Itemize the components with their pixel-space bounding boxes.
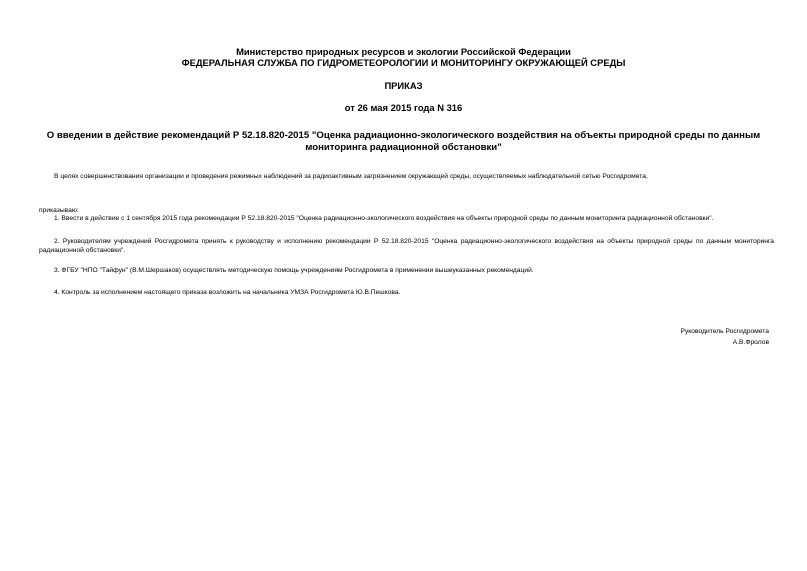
order-word: приказываю: [39, 207, 79, 214]
ministry-name: Министерство природных ресурсов и экологии Российской Федерации [236, 46, 571, 57]
document-subject: О введении в действие рекомендаций Р 52.18.820-2015 "Оценка радиационно-экологического воздействия на объекты природной среды по данным мониторинга радиационной обстановки" [46, 130, 761, 153]
order-item-1: 1. Ввести в действие с 1 сентября 2015 года рекомендации Р 52.18.820-2015 "Оценка радиационно-экологического воздействия на объекты природной среды по данным мониторинга радиационной обстановки". [54, 215, 714, 222]
service-name: ФЕДЕРАЛЬНАЯ СЛУЖБА ПО ГИДРОМЕТЕОРОЛОГИИ И МОНИТОРИНГУ ОКРУЖАЮЩЕЙ СРЕДЫ [181, 57, 626, 68]
document-type: ПРИКАЗ [384, 80, 423, 91]
signatory-name: А.В.Фролов [732, 339, 769, 346]
document-date-number: от 26 мая 2015 года N 316 [344, 102, 463, 113]
intro-paragraph: В целях совершенствования организации и проведения режимных наблюдений за радиоактивным загрязнением окружающей среды, осуществляемых наблюдательной сетью Росгидромета, [54, 173, 648, 180]
signatory-position: Руководитель Росгидромета [680, 328, 769, 335]
order-item-3: 3. ФГБУ "НПО "Тайфун" (В.М.Шершаков) осуществлять методическую помощь учреждениям Росгидромета в применении вышеуказанных рекомендаций. [54, 267, 534, 274]
order-item-4: 4. Контроль за исполнением настоящего приказа возложить на начальника УМЗА Росгидромета Ю.В.Пешкова. [54, 289, 401, 296]
order-item-2: 2. Руководителям учреждений Росгидромета принять к руководству и исполнению рекомендации Р 52.18.820-2015 "Оценка радиационно-экологического воздействия на объекты природной среды по данным мониторинга радиационной обстановки". [39, 238, 774, 254]
